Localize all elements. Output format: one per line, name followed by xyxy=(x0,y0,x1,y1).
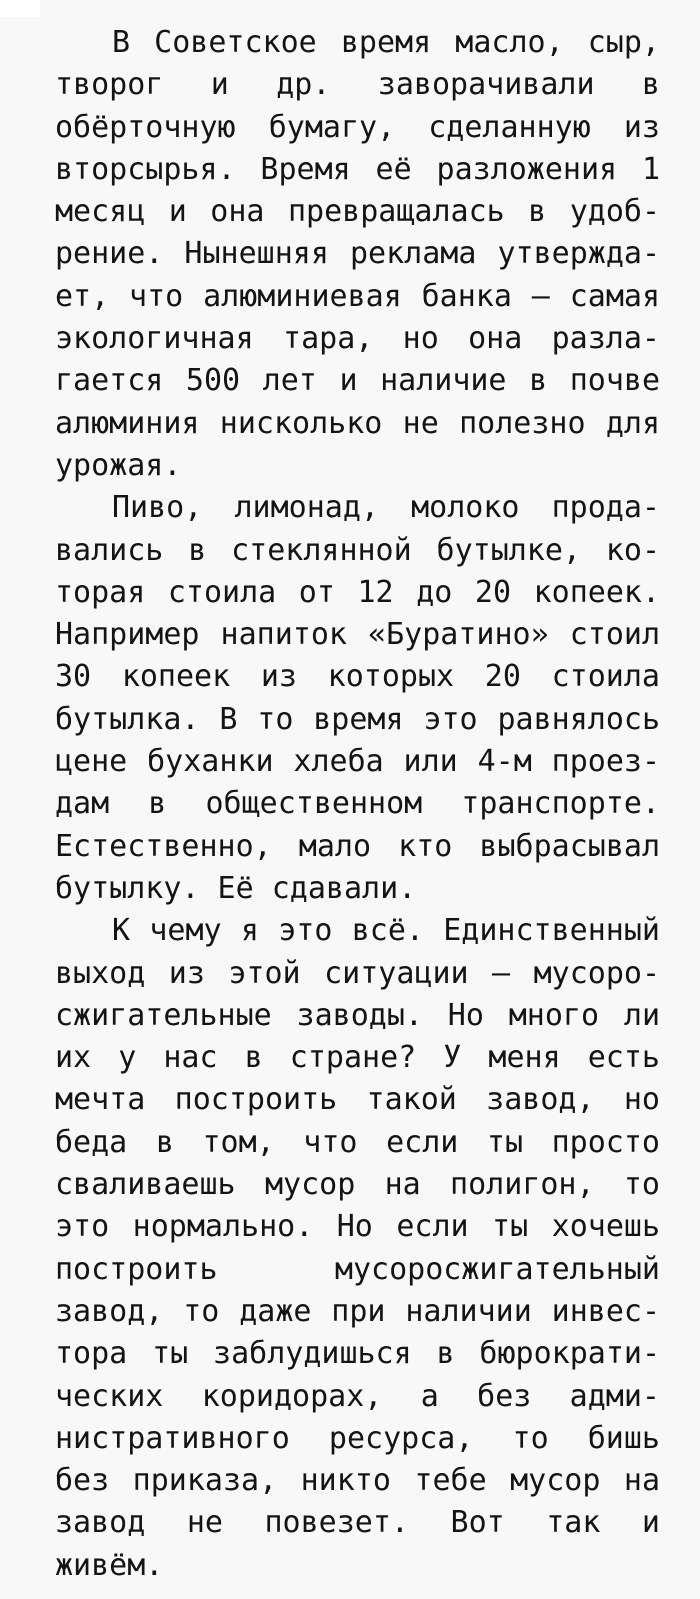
text-line: нистративного ресурса, то бишь xyxy=(55,1420,660,1456)
text-line: завод, то даже при наличии инвес- xyxy=(55,1293,660,1329)
text-line: цене буханки хлеба или 4-м проез- xyxy=(55,744,660,780)
text-line: вторсырья. Время её разложения 1 xyxy=(55,151,660,187)
text-line: беда в том, что если ты просто xyxy=(55,1124,660,1160)
text-line: без приказа, никто тебе мусор на xyxy=(55,1463,660,1499)
text-line: вались в стеклянной бутылке, ко- xyxy=(55,532,660,568)
text-line: 30 копеек из которых 20 стоила xyxy=(55,659,660,695)
text-line: ческих коридорах, а без адми- xyxy=(55,1378,660,1414)
text-line: выход из этой ситуации – мусоро- xyxy=(55,955,660,991)
text-line: Например напиток «Буратино» стоил xyxy=(55,617,660,653)
paragraph xyxy=(55,22,660,487)
text-line: торая стоила от 12 до 20 копеек. xyxy=(55,574,660,610)
text-line: урожая. xyxy=(55,447,182,483)
text-line: бутылку. Её сдавали. xyxy=(55,870,417,906)
text-line: месяц и она превращалась в удоб- xyxy=(55,194,660,230)
text-line: гается 500 лет и наличие в почве xyxy=(55,363,660,399)
text-line: мечта построить такой завод, но xyxy=(55,1082,660,1118)
text-line: Пиво, лимонад, молоко прода- xyxy=(112,490,660,526)
text-line: бутылка. В то время это равнялось xyxy=(55,701,660,737)
text-line: дам в общественном транспорте. xyxy=(55,786,660,822)
text-line: тора ты заблудишься в бюрократи- xyxy=(55,1336,660,1372)
text-line: К чему я это всё. Единственный xyxy=(112,913,660,949)
text-line: завод не повезет. Вот так и xyxy=(55,1505,660,1541)
text-line: сжигательные заводы. Но много ли xyxy=(55,997,660,1033)
text-line: творог и др. заворачивали в xyxy=(55,67,660,103)
text-line: алюминия нисколько не полезно для xyxy=(55,405,660,441)
text-line: обёрточную бумагу, сделанную из xyxy=(55,109,660,145)
text-line: построить мусоросжигательный xyxy=(55,1251,660,1287)
text-line: живём. xyxy=(55,1547,164,1583)
text-line: рение. Нынешняя реклама утвержда- xyxy=(55,236,660,272)
paragraph xyxy=(55,487,660,910)
text-line: экологичная тара, но она разла- xyxy=(55,321,660,357)
text-line: сваливаешь мусор на полигон, то xyxy=(55,1167,660,1203)
paragraph xyxy=(55,910,660,1587)
text-line: В Советское время масло, сыр, xyxy=(112,25,660,60)
text-line: Естественно, мало кто выбрасывал xyxy=(55,828,660,864)
text-line: это нормально. Но если ты хочешь xyxy=(55,1209,660,1245)
text-line: их у нас в стране? У меня есть xyxy=(55,1040,660,1076)
text-line: ет, что алюминиевая банка – самая xyxy=(55,278,660,314)
